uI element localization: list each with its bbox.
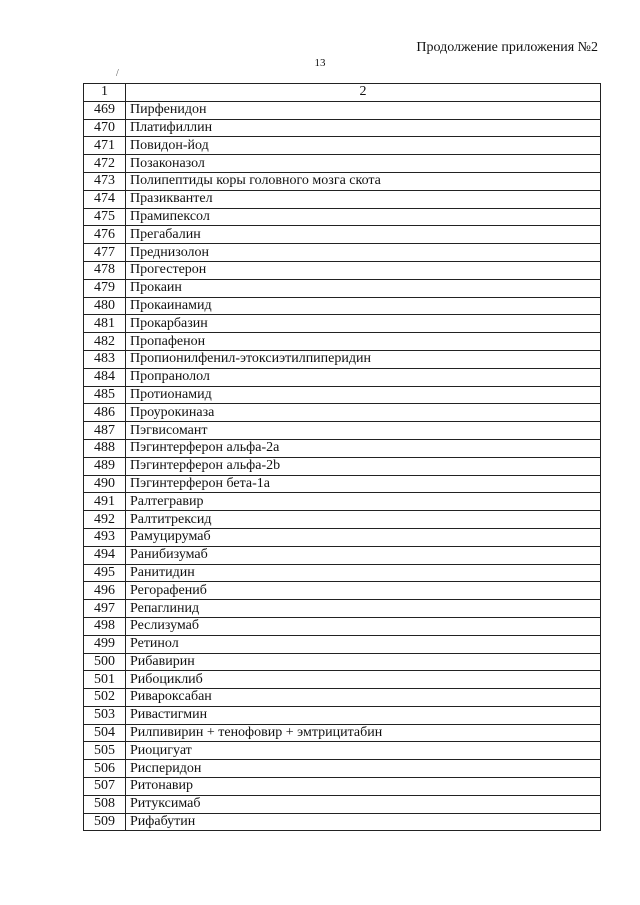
table-row (84, 511, 601, 529)
table-row (84, 208, 601, 226)
table-row (84, 671, 601, 689)
column-header-name: 2 (126, 84, 601, 102)
table-row (84, 653, 601, 671)
drug-name-cell: Ралтегравир (126, 493, 601, 511)
drug-name-cell: Рамуцирумаб (126, 528, 601, 546)
table-row (84, 724, 601, 742)
row-number-cell: 470 (84, 119, 126, 137)
drug-name-cell: Ритонавир (126, 778, 601, 796)
drug-name-cell: Пэгинтерферон альфа-2b (126, 457, 601, 475)
table-row (84, 635, 601, 653)
row-number-cell: 469 (84, 101, 126, 119)
drug-name-cell: Пропранолол (126, 368, 601, 386)
table-row (84, 493, 601, 511)
drug-name-cell: Прокаинамид (126, 297, 601, 315)
row-number-cell: 491 (84, 493, 126, 511)
table-row (84, 404, 601, 422)
table-row (84, 742, 601, 760)
row-number-cell: 493 (84, 528, 126, 546)
table-row (84, 795, 601, 813)
table-row (84, 386, 601, 404)
table-row (84, 706, 601, 724)
drug-name-cell: Репаглинид (126, 600, 601, 618)
drug-name-cell: Протионамид (126, 386, 601, 404)
row-number-cell: 505 (84, 742, 126, 760)
row-number-cell: 492 (84, 511, 126, 529)
row-number-cell: 474 (84, 190, 126, 208)
drug-name-cell: Пэгвисомант (126, 422, 601, 440)
table-row (84, 155, 601, 173)
row-number-cell: 508 (84, 795, 126, 813)
drug-name-cell: Рибоциклиб (126, 671, 601, 689)
table-header-row (84, 84, 601, 102)
row-number-cell: 484 (84, 368, 126, 386)
table-row (84, 297, 601, 315)
row-number-cell: 488 (84, 439, 126, 457)
table-row (84, 689, 601, 707)
drug-name-cell: Риоцигуат (126, 742, 601, 760)
table-row (84, 475, 601, 493)
table-row (84, 546, 601, 564)
table-row (84, 226, 601, 244)
drug-name-cell: Рифабутин (126, 813, 601, 831)
row-number-cell: 481 (84, 315, 126, 333)
row-number-cell: 480 (84, 297, 126, 315)
row-number-cell: 479 (84, 279, 126, 297)
drug-name-cell: Ранитидин (126, 564, 601, 582)
table-row (84, 457, 601, 475)
table-row (84, 813, 601, 831)
row-number-cell: 489 (84, 457, 126, 475)
table-row (84, 600, 601, 618)
drug-name-cell: Прегабалин (126, 226, 601, 244)
row-number-cell: 501 (84, 671, 126, 689)
drug-name-cell: Преднизолон (126, 244, 601, 262)
row-number-cell: 507 (84, 778, 126, 796)
page-number: 13 (314, 57, 326, 69)
table-row (84, 190, 601, 208)
drug-name-cell: Рисперидон (126, 760, 601, 778)
table-row (84, 244, 601, 262)
table-row (84, 279, 601, 297)
drug-name-cell: Платифиллин (126, 119, 601, 137)
row-number-cell: 497 (84, 600, 126, 618)
table-row (84, 315, 601, 333)
row-number-cell: 509 (84, 813, 126, 831)
drug-name-cell: Повидон-йод (126, 137, 601, 155)
row-number-cell: 483 (84, 350, 126, 368)
row-number-cell: 471 (84, 137, 126, 155)
row-number-cell: 502 (84, 689, 126, 707)
drug-name-cell: Реслизумаб (126, 617, 601, 635)
drug-name-cell: Пирфенидон (126, 101, 601, 119)
table-row (84, 333, 601, 351)
drug-name-cell: Ривароксабан (126, 689, 601, 707)
drug-name-cell: Прокарбазин (126, 315, 601, 333)
table-row (84, 439, 601, 457)
drug-name-cell: Ретинол (126, 635, 601, 653)
table-row (84, 778, 601, 796)
drug-name-cell: Пэгинтерферон бета-1а (126, 475, 601, 493)
drug-name-cell: Ритуксимаб (126, 795, 601, 813)
drug-name-cell: Прамипексол (126, 208, 601, 226)
table-row (84, 261, 601, 279)
drug-name-cell: Ранибизумаб (126, 546, 601, 564)
table-row (84, 119, 601, 137)
drug-list-table (83, 83, 601, 831)
drug-name-cell: Рилпивирин + тенофовир + эмтрицитабин (126, 724, 601, 742)
row-number-cell: 500 (84, 653, 126, 671)
row-number-cell: 478 (84, 261, 126, 279)
row-number-cell: 485 (84, 386, 126, 404)
table-row (84, 528, 601, 546)
row-number-cell: 482 (84, 333, 126, 351)
drug-name-cell: Ралтитрексид (126, 511, 601, 529)
drug-name-cell: Полипептиды коры головного мозга скота (126, 172, 601, 190)
row-number-cell: 487 (84, 422, 126, 440)
table-row (84, 368, 601, 386)
drug-name-cell: Пэгинтерферон альфа-2а (126, 439, 601, 457)
row-number-cell: 494 (84, 546, 126, 564)
drug-name-cell: Проурокиназа (126, 404, 601, 422)
row-number-cell: 506 (84, 760, 126, 778)
drug-name-cell: Празиквантел (126, 190, 601, 208)
drug-name-cell: Прокаин (126, 279, 601, 297)
row-number-cell: 476 (84, 226, 126, 244)
table-row (84, 137, 601, 155)
row-number-cell: 475 (84, 208, 126, 226)
pen-mark: / (116, 68, 119, 79)
row-number-cell: 472 (84, 155, 126, 173)
table-row (84, 564, 601, 582)
table-row (84, 350, 601, 368)
row-number-cell: 499 (84, 635, 126, 653)
row-number-cell: 495 (84, 564, 126, 582)
column-header-number: 1 (84, 84, 126, 102)
table-row (84, 101, 601, 119)
drug-name-cell: Рибавирин (126, 653, 601, 671)
appendix-continuation-header: Продолжение приложения №2 (416, 40, 598, 55)
row-number-cell: 498 (84, 617, 126, 635)
row-number-cell: 477 (84, 244, 126, 262)
table-row (84, 760, 601, 778)
table-row (84, 617, 601, 635)
table-row (84, 582, 601, 600)
drug-name-cell: Пропионилфенил-этоксиэтилпиперидин (126, 350, 601, 368)
table-row (84, 172, 601, 190)
row-number-cell: 504 (84, 724, 126, 742)
row-number-cell: 496 (84, 582, 126, 600)
table-body (84, 101, 601, 831)
row-number-cell: 473 (84, 172, 126, 190)
drug-name-cell: Позаконазол (126, 155, 601, 173)
table-header (84, 84, 601, 102)
drug-name-cell: Ривастигмин (126, 706, 601, 724)
drug-name-cell: Пропафенон (126, 333, 601, 351)
drug-name-cell: Регорафениб (126, 582, 601, 600)
row-number-cell: 490 (84, 475, 126, 493)
table-row (84, 422, 601, 440)
row-number-cell: 503 (84, 706, 126, 724)
row-number-cell: 486 (84, 404, 126, 422)
drug-name-cell: Прогестерон (126, 261, 601, 279)
